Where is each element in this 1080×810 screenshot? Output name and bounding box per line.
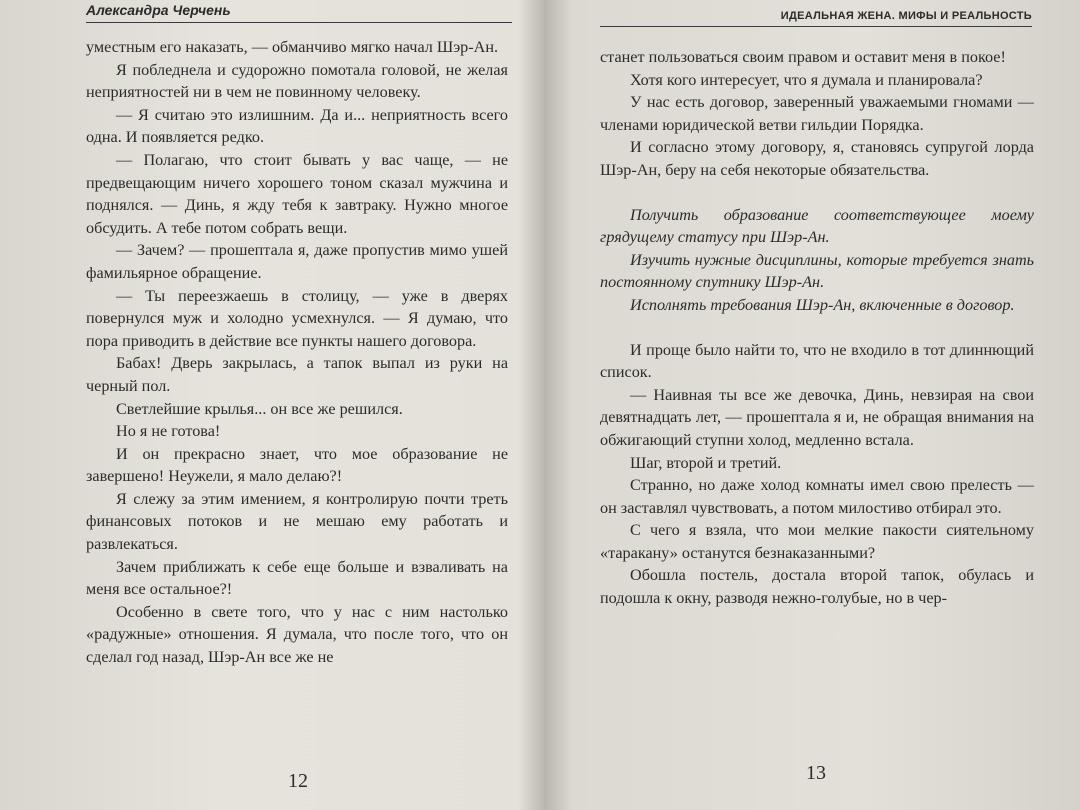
italic-paragraph: Получить образование соответствующее моему грядущему статусу при Шэр-Ан. [600,205,1034,247]
paragraph: И проще было найти то, что не входило в тот длиннющий список. [600,340,1034,382]
paragraph: Бабах! Дверь закрылась, а тапок выпал из руки на черный пол. [86,354,508,395]
paragraph: — Наивная ты все же девочка, Динь, невзирая на свои девятнадцать лет, — прошептала я и, не обращая внимания на обжигающий ступни холод, медленно встала. [600,385,1034,449]
italic-paragraph: Исполнять требования Шэр-Ан, включенные в договор. [630,295,1015,314]
paragraph: Шаг, второй и третий. [630,453,782,472]
paragraph-gap [600,317,1034,339]
italic-paragraph: Изучить нужные дисциплины, которые требуется знать постоянному спутнику Шэр-Ан. [600,250,1034,292]
paragraph: — Я считаю это излишним. Да и... неприятность всего одна. И появляется редко. [86,105,508,147]
paragraph: — Ты переезжаешь в столицу, — уже в дверях повернулся муж и холодно усмехнулся. — Я думаю, что пора приводить в действие все пункты нашего договора. [86,286,508,350]
paragraph: У нас есть договор, заверенный уважаемыми гномами — членами юридической ветви гильдии Порядка. [600,93,1034,134]
page-text [86,36,508,669]
paragraph: Особенно в свете того, что у нас с ним настолько «радужные» отношения. Я думала, что после того, что он сделал год назад, Шэр-Ан все же не [86,602,508,667]
paragraph: Светлейшие крылья... он все же решился. [116,399,403,418]
paragraph: уместным его наказать, — обманчиво мягко начал Шэр-Ан. [86,38,499,56]
page-number: 13 [806,762,826,784]
header-rule [600,26,1032,27]
paragraph-gap [600,182,1034,204]
page-text [600,46,1034,610]
paragraph: — Зачем? — прошептала я, даже пропустив мимо ушей фамильярное обращение. [86,241,508,282]
paragraph: Но я не готова! [116,422,221,441]
paragraph: С чего я взяла, что мои мелкие пакости сиятельному «таракану» останутся безнаказанными? [600,521,1034,562]
running-head-author: Александра Черчень [86,2,231,18]
page-number: 12 [288,770,308,792]
paragraph: Хотя кого интересует, что я думала и планировала? [630,70,983,89]
paragraph: Зачем приближать к себе еще больше и взваливать на меня все остальное?! [86,557,508,599]
paragraph: И согласно этому договору, я, становясь супругой лорда Шэр-Ан, беру на себя некоторые обязательства. [600,138,1034,179]
paragraph: И он прекрасно знает, что мое образование не завершено! Неужели, я мало делаю?! [86,444,508,486]
paragraph: Я слежу за этим имением, я контролирую почти треть финансовых потоков и не мешаю ему работать и развлекаться. [86,489,508,554]
header-rule [86,22,512,23]
running-head-title: ИДЕАЛЬНАЯ ЖЕНА. МИФЫ И РЕАЛЬНОСТЬ [780,10,1032,22]
paragraph: — Полагаю, что стоит бывать у вас чаще, — не предвещающим ничего хорошего тоном сказал мужчина и поднялся. — Динь, я жду тебя к завтраку. Нужно многое обсудить. А тебе потом собрать вещи. [86,150,508,237]
paragraph: станет пользоваться своим правом и оставит меня в покое! [600,48,1006,66]
paragraph: Я побледнела и судорожно помотала головой, не желая неприятностей ни в чем не повинному человеку. [86,60,508,102]
paragraph: Странно, но даже холод комнаты имел свою прелесть — он заставлял чувствовать, а потом милостиво отбирал это. [600,476,1034,517]
right-page [556,0,1080,810]
paragraph: Обошла постель, достала второй тапок, обулась и подошла к окну, разводя нежно-голубые, но в чер- [600,566,1034,608]
